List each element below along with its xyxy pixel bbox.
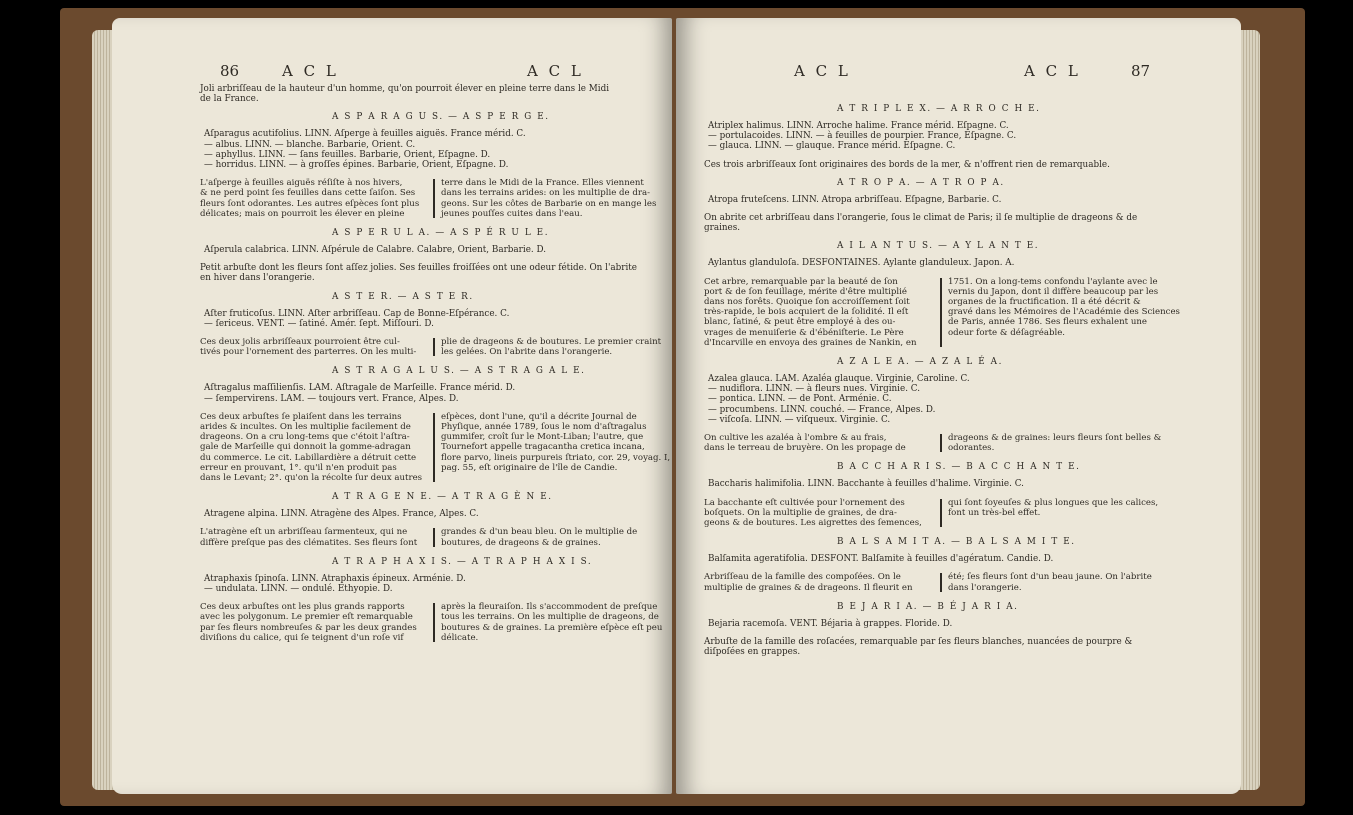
column-line: organes de la fructification. Il a été décrit & (948, 297, 1141, 307)
page-number: 86 (220, 62, 240, 80)
column-line: Phyſique, année 1789, ſous le nom d'aſtragalus (441, 422, 647, 432)
left-page (112, 18, 672, 794)
species-entry: Atropa fruteſcens. LINN. Atropa arbriſſeau. Eſpagne, Barbarie. C. (708, 194, 1002, 205)
right-page (676, 18, 1241, 794)
running-head-right: A C L (1024, 62, 1081, 80)
column-line: flore parvo, lineis purpureis ſtriato, cor. 29, voyag. I, (441, 452, 671, 463)
intro-line: Joli arbriſſeau de la hauteur d'un homme, qu'on pourroit élever en pleine terre dans le Midi (200, 84, 610, 94)
intro-line: de la France. (200, 94, 259, 105)
section-heading: B A L S A M I T A. — B A L S A M I T E. (837, 537, 1076, 548)
column-line: d'Incarville en envoya des graines de Nankin, en (704, 337, 917, 348)
species-entry: Aſtragalus maſſilienſis. LAM. Aſtragale de Marſeille. France mérid. D. (204, 383, 516, 394)
species-entry: — nudiflora. LINN. — à fleurs nues. Virginie. C. (708, 384, 921, 395)
column-line: boutures, de drageons & de graines. (441, 537, 601, 548)
column-line: dans l'orangerie. (948, 582, 1022, 593)
column-line: tivés pour l'ornement des parterres. On les multi- (200, 347, 417, 358)
column-line: Ces deux arbuſtes ont les plus grands rapports (200, 602, 405, 613)
column-line: avec les polygonum. Le premier eſt remarquable (200, 612, 413, 623)
column-divider (433, 338, 435, 356)
column-line: de Paris, année 1786. Ses fleurs exhalent une (948, 317, 1148, 328)
column-line: geons. Sur les côtes de Barbarie on en mange les (441, 198, 657, 209)
column-line: délicates; mais on pourroit les élever en pleine (200, 208, 405, 219)
paragraph-line: en hiver dans l'orangerie. (200, 273, 315, 284)
species-entry: Atragene alpina. LINN. Atragène des Alpes. France, Alpes. C. (204, 509, 479, 520)
paragraph-line: Ces trois arbriſſeaux ſont originaires des bords de la mer, & n'offrent rien de remarquable. (704, 159, 1110, 170)
paragraph-line: Petit arbuſte dont les fleurs ſont aſſez jolies. Ses feuilles froiſſées ont une odeur fétide. On l'abrite (200, 263, 638, 274)
column-line: arides & incultes. On les multiplie facilement de (200, 422, 411, 432)
column-divider (940, 499, 942, 528)
column-line: 1751. On a long-tems confondu l'aylante avec le (948, 276, 1158, 287)
species-entry: — pontica. LINN. — de Pont. Arménie. C. (708, 394, 892, 405)
species-entry: Aſter fruticoſus. LINN. Aſter arbriſſeau. Cap de Bonne-Eſpérance. C. (204, 308, 510, 319)
column-line: boſquets. On la multiplie de graines, de dra- (704, 507, 897, 518)
section-heading: B A C C H A R I S. — B A C C H A N T E. (837, 462, 1081, 473)
column-line: drageons & de graines: leurs fleurs ſont belles & (948, 433, 1162, 443)
species-entry: Aſperula calabrica. LINN. Aſpérule de Calabre. Calabre, Orient, Barbarie. D. (204, 245, 547, 255)
species-entry: Balſamita ageratifolia. DESFONT. Balſamite à feuilles d'agératum. Candie. D. (708, 554, 1054, 565)
column-line: fleurs ſont odorantes. Les autres eſpèces ſont plus (200, 198, 420, 209)
section-heading: A T R I P L E X. — A R R O C H E. (837, 104, 1041, 114)
column-line: diffère preſque pas des clématites. Ses fleurs ſont (200, 537, 418, 548)
section-heading: A S P E R U L A. — A S P É R U L E. (332, 228, 550, 238)
paragraph-line: diſpoſées en grappes. (704, 647, 801, 658)
running-head-left: A C L (282, 62, 339, 80)
section-heading: A T R A P H A X I S. — A T R A P H A X I S. (332, 556, 593, 567)
column-line: du commerce. Le cit. Labillardière a détruit cette (200, 452, 417, 463)
column-line: gale de Marſeille qui donnoit la gomme-adragan (200, 442, 411, 453)
paragraph-line: graines. (704, 223, 741, 234)
species-entry: — procumbens. LINN. couché. — France, Alpes. D. (708, 404, 936, 415)
species-entry: Baccharis halimifolia. LINN. Bacchante à feuilles d'halime. Virginie. C. (708, 479, 1024, 490)
column-line: L'aſperge à feuilles aiguës réſiſte à nos hivers, (200, 178, 403, 189)
species-entry: — ſericeus. VENT. — ſatiné. Amér. ſept. Miſſouri. D. (204, 318, 434, 329)
section-heading: A S T R A G A L U S. — A S T R A G A L E. (332, 366, 586, 377)
column-line: On cultive les azaléa à l'ombre & au frais, (704, 433, 887, 443)
species-entry: Atraphaxis ſpinoſa. LINN. Atraphaxis épineux. Arménie. D. (204, 573, 466, 584)
section-heading: A Z A L E A. — A Z A L É A. (837, 357, 1004, 367)
species-entry: — undulata. LINN. — ondulé. Ethyopie. D. (204, 584, 393, 594)
section-heading: A S T E R. — A S T E R. (332, 291, 474, 302)
column-line: gravé dans les Mémoires de l'Académie des Sciences (948, 307, 1180, 318)
page-edges-left (92, 30, 114, 790)
column-line: Ces deux arbuſtes ſe plaiſent dans les terrains (200, 411, 402, 422)
column-line: délicate. (441, 632, 479, 643)
column-line: qui ſont ſoyeuſes & plus longues que les calices, (948, 497, 1159, 508)
column-line: très-rapide, le bois acquiert de la ſolidité. Il eſt (704, 307, 909, 318)
column-line: terre dans le Midi de la France. Elles viennent (441, 178, 644, 189)
column-line: par ſes fleurs nombreuſes & par les deux grandes (200, 622, 417, 633)
column-divider (433, 603, 435, 642)
column-line: dans le terreau de bruyère. On les propage de (704, 443, 906, 454)
column-line: jeunes pouſſes cuites dans l'eau. (441, 208, 583, 219)
column-line: Cet arbre, remarquable par la beauté de ſon (704, 276, 898, 287)
column-line: boutures & de graines. La première eſpèce eſt peu (441, 622, 663, 633)
running-head-left: A C L (794, 62, 851, 80)
column-line: grandes & d'un beau bleu. On le multiplie de (441, 527, 638, 538)
species-entry: Aſparagus acutifolius. LINN. Aſperge à feuilles aiguës. France mérid. C. (204, 129, 526, 140)
species-entry: — horridus. LINN. — à groſſes épines. Barbarie, Orient, Eſpagne. D. (204, 160, 509, 170)
section-heading: A I L A N T U S. — A Y L A N T E. (837, 241, 1040, 252)
running-head-right: A C L (527, 62, 584, 80)
column-line: tous les terrains. On les multiplie de drageons, de (441, 612, 659, 623)
column-line: geons & de boutures. Les aigrettes des ſemences, (704, 518, 922, 528)
column-line: Ces deux jolis arbriſſeaux pourroient être cul- (200, 337, 400, 347)
column-line: L'atragène eſt un arbriſſeau ſarmenteux, qui ne (200, 527, 408, 538)
section-heading: A T R A G E N E. — A T R A G È N E. (332, 492, 553, 503)
column-line: vernis du Japon, dont il diffère beaucoup par les (948, 286, 1159, 297)
column-line: diviſions du calice, qui ſe teignent d'un roſe vif (200, 632, 404, 643)
species-entry: Azalea glauca. LAM. Azaléa glauque. Virginie, Caroline. C. (708, 374, 970, 384)
paragraph-line: On abrite cet arbriſſeau dans l'orangerie, ſous le climat de Paris; il ſe multiplie de drageons & de (704, 213, 1138, 223)
column-divider (433, 413, 435, 482)
species-entry: — glauca. LINN. — glauque. France mérid. Eſpagne. C. (708, 141, 956, 152)
column-line: gummifer, croît ſur le Mont-Liban; l'autre, que (441, 432, 644, 443)
column-line: dans nos forêts. Quoique ſon accroiſſement ſoit (704, 297, 910, 307)
column-line: & ne perd point ſes feuilles dans cette ſaiſon. Ses (200, 188, 416, 199)
column-line: Tournefort appelle tragacantha cretica incana, (441, 442, 645, 453)
column-line: dans les terrains arides: on les multiplie de dra- (441, 188, 651, 199)
column-line: Arbriſſeau de la famille des compoſées. On le (704, 572, 901, 583)
species-entry: — aphyllus. LINN. — ſans feuilles. Barbarie, Orient, Eſpagne. D. (204, 149, 491, 160)
species-entry: Atriplex halimus. LINN. Arroche halime. France mérid. Eſpagne. C. (708, 121, 1009, 131)
column-line: blanc, ſatiné, & peut être employé à des ou- (704, 317, 896, 328)
column-line: plie de drageons & de boutures. Le premier craint (441, 337, 662, 347)
column-divider (940, 573, 942, 591)
species-entry: — viſcoſa. LINN. — viſqueux. Virginie. C. (708, 414, 891, 425)
paragraph-line: Arbuſte de la famille des roſacées, remarquable par ſes fleurs blanches, nuancées de pourpre & (704, 637, 1133, 647)
column-line: odorantes. (948, 443, 995, 454)
section-heading: A S P A R A G U S. — A S P E R G E. (332, 112, 550, 123)
column-line: multiplie de graines & de drageons. Il fleurit en (704, 582, 913, 593)
page-number: 87 (1131, 62, 1151, 80)
species-entry: — portulacoides. LINN. — à feuilles de pourpier. France, Eſpagne. C. (708, 131, 1017, 142)
column-divider (433, 528, 435, 546)
page-edges-right (1238, 30, 1260, 790)
species-entry: Bejaria racemoſa. VENT. Béjaria à grappes. Floride. D. (708, 618, 953, 629)
species-entry: — ſempervirens. LAM. — toujours vert. France, Alpes. D. (204, 393, 459, 404)
section-heading: A T R O P A. — A T R O P A. (837, 177, 1005, 188)
column-divider (940, 434, 942, 452)
column-line: La bacchante eſt cultivée pour l'ornement des (704, 497, 905, 508)
species-entry: — albus. LINN. — blanche. Barbarie, Orient. C. (204, 139, 416, 150)
column-line: les gelées. On l'abrite dans l'orangerie. (441, 347, 613, 358)
section-heading: B E J A R I A. — B É J A R I A. (837, 601, 1019, 612)
column-line: eſpèces, dont l'une, qu'il a décrite Journal de (441, 411, 637, 422)
species-entry: Aylantus glanduloſa. DESFONTAINES. Aylante glanduleux. Japon. A. (708, 258, 1015, 269)
column-line: après la fleuraiſon. Ils s'accommodent de preſque (441, 602, 658, 613)
column-line: odeur forte & déſagréable. (948, 327, 1066, 338)
column-line: dans le Levant; 2°. qu'on la récolte ſur deux autres (200, 473, 423, 483)
column-line: vrages de menuiſerie & d'ébéniſterie. Le Père (704, 327, 904, 338)
column-divider (940, 278, 942, 347)
column-line: été; ſes fleurs ſont d'un beau jaune. On l'abrite (948, 572, 1152, 583)
column-divider (433, 179, 435, 218)
column-line: pag. 55, eſt originaire de l'île de Candie. (441, 462, 618, 473)
column-line: drageons. On a cru long-tems que c'étoit l'aſtra- (200, 432, 410, 443)
column-line: port & de ſon feuillage, mérite d'être multiplié (704, 286, 907, 297)
column-line: erreur en prouvant, 1°. qu'il n'en produit pas (200, 462, 397, 473)
column-line: font un très-bel effet. (948, 507, 1041, 518)
